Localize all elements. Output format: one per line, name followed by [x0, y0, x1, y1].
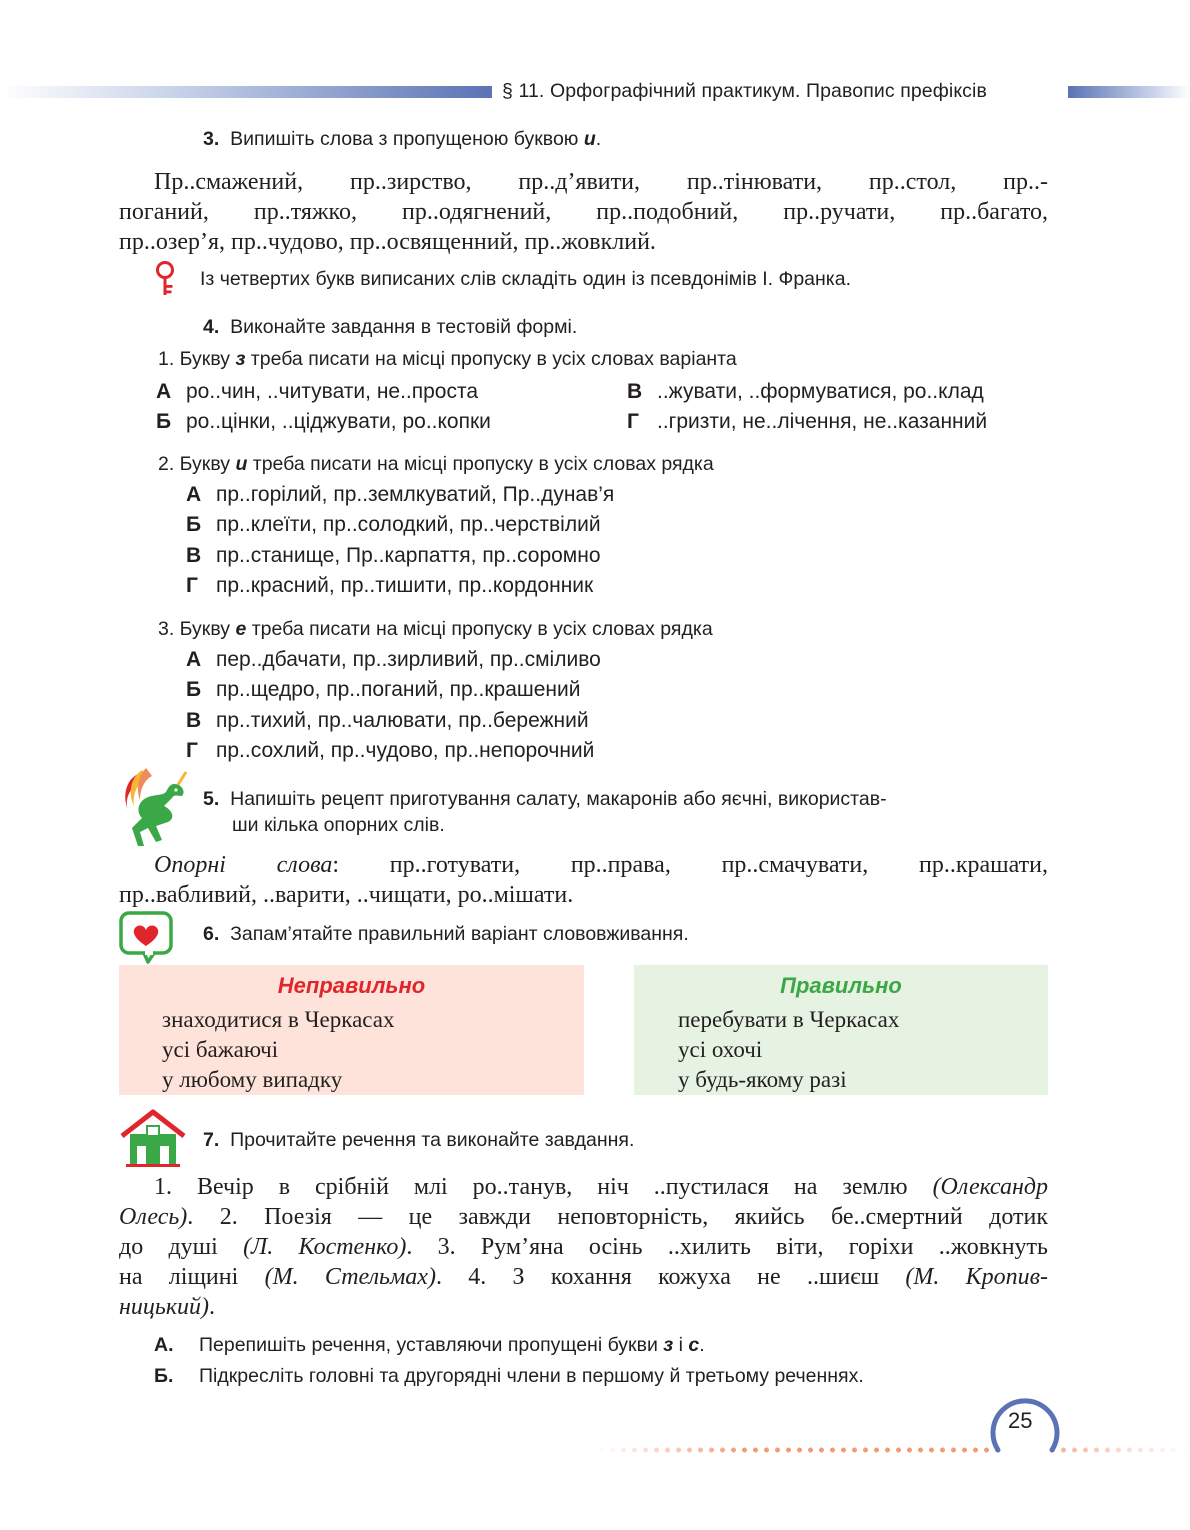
q1-option-v: В ..жувати, ..формуватися, ро..клад: [627, 380, 984, 403]
task-7-line-3: до душі (Л. Костенко). 3. Рум’яна осінь ..хилить віти, горіхи ..жовкнуть: [119, 1234, 1048, 1260]
task-number: 3.: [203, 128, 220, 150]
list-item: перебувати в Черкасах: [678, 1007, 900, 1032]
header-band-right: [1068, 86, 1190, 98]
q3-option-h: Г пр..сохлий, пр..чудово, пр..непорочний: [186, 739, 595, 762]
q1-option-b: Б ро..цінки, ..ціджувати, ро..копки: [156, 410, 491, 433]
house-icon: [118, 1108, 188, 1168]
task-instruction: Напишіть рецепт приготування салату, макаронів або яєчні, використав-: [230, 788, 887, 810]
unicorn-icon: [116, 766, 198, 850]
q1-option-a: А ро..чин, ..читувати, не..проста: [156, 380, 479, 403]
task-number: 7.: [203, 1129, 220, 1151]
task-7-sub-b: Б. Підкресліть головні та другорядні члени в першому й третьому реченнях.: [154, 1365, 864, 1387]
key-note: Із четвертих букв виписаних слів складіть один із псевдонімів І. Франка.: [200, 268, 852, 290]
question-3: 3. Букву е треба писати на місці пропуску в усіх словах рядка: [158, 618, 713, 640]
question-1: 1. Букву з треба писати на місці пропуску в усіх словах варіанта: [158, 348, 737, 370]
q3-option-a: А пер..дбачати, пр..зирливий, пр..сміливо: [186, 648, 601, 671]
header-band-left: [0, 86, 492, 98]
list-item: знаходитися в Черкасах: [162, 1007, 395, 1032]
task-6-heading: [203, 923, 689, 946]
task-7-line-2: Олесь). 2. Поезія — це завжди неповторність, якийсь бе..смертний дотик: [119, 1204, 1048, 1230]
running-header-title: § 11. Орфографічний практикум. Правопис префіксів: [502, 80, 987, 102]
incorrect-usage-box: [119, 965, 584, 1095]
q2-option-a: А пр..горілий, пр..землкуватий, Пр..дунав’я: [186, 483, 615, 506]
task-3-line-2: поганий, пр..тяжко, пр..одягнений, пр..подобний, пр..ручати, пр..багато,: [119, 199, 1048, 225]
correct-title: Правильно: [780, 973, 902, 998]
task-instruction: Прочитайте речення та виконайте завдання.: [230, 1129, 635, 1151]
key-icon: [150, 260, 180, 298]
q1-option-h: Г ..гризти, не..лічення, не..казанний: [627, 410, 988, 433]
task-7-line-5: ницький).: [119, 1294, 216, 1320]
correct-list: [678, 1005, 899, 1095]
task-3-heading: [203, 128, 601, 151]
task-instruction: Запам’ятайте правильний варіант слововживання.: [230, 923, 689, 945]
task-5-instruction-cont: ши кілька опорних слів.: [232, 814, 445, 836]
incorrect-list: [162, 1005, 394, 1095]
page-number: 25: [1008, 1408, 1033, 1433]
task-number: 5.: [203, 788, 220, 810]
task-7-line-4: на ліщині (М. Стельмах). 4. З кохання кожуха не ..шиєш (М. Кропив-: [119, 1264, 1048, 1290]
task-4-heading: [203, 316, 577, 339]
q2-option-h: Г пр..красний, пр..тишити, пр..кордонник: [186, 574, 594, 597]
task-5-reference-words: Опорні слова: пр..готувати, пр..права, пр..смачувати, пр..крашати,: [154, 852, 1048, 878]
task-number: 6.: [203, 923, 220, 945]
list-item: у будь-якому разі: [678, 1067, 847, 1092]
task-7-sub-a: А. Перепишіть речення, уставляючи пропущені букви з і с.: [154, 1334, 705, 1356]
task-instruction: Випишіть слова з пропущеною буквою и.: [230, 128, 602, 150]
q2-option-v: В пр..станище, Пр..карпаття, пр..соромно: [186, 544, 601, 567]
task-3-line-3: пр..озер’я, пр..чудово, пр..освященний, пр..жовклий.: [119, 229, 656, 255]
list-item: у любому випадку: [162, 1067, 343, 1092]
task-3-line-1: Пр..смажений, пр..зирство, пр..д’явити, пр..тінювати, пр..стол, пр..-: [154, 169, 1048, 195]
task-7-heading: [203, 1129, 634, 1152]
task-instruction: Виконайте завдання в тестовій формі.: [230, 316, 578, 338]
question-2: 2. Букву и треба писати на місці пропуску в усіх словах рядка: [158, 453, 714, 475]
task-7-line-1: 1. Вечір в срібній млі ро..танув, ніч ..пустилася на землю (Олександр: [154, 1174, 1048, 1200]
task-number: 4.: [203, 316, 220, 338]
footer-dot-fade: [596, 1440, 1190, 1460]
q2-option-b: Б пр..клеїти, пр..солодкий, пр..черствілий: [186, 513, 601, 536]
incorrect-title: Неправильно: [277, 973, 426, 998]
list-item: усі бажаючі: [162, 1037, 279, 1062]
q3-option-b: Б пр..щедро, пр..поганий, пр..крашений: [186, 678, 581, 701]
q3-option-v: В пр..тихий, пр..чалювати, пр..бережний: [186, 709, 589, 732]
correct-usage-box: [634, 965, 1048, 1095]
list-item: усі охочі: [678, 1037, 763, 1062]
heart-speech-bubble-icon: [118, 910, 176, 964]
task-5-heading: [203, 788, 887, 811]
task-5-reference-words-cont: пр..вабливий, ..варити, ..чищати, ро..мішати.: [119, 882, 574, 908]
